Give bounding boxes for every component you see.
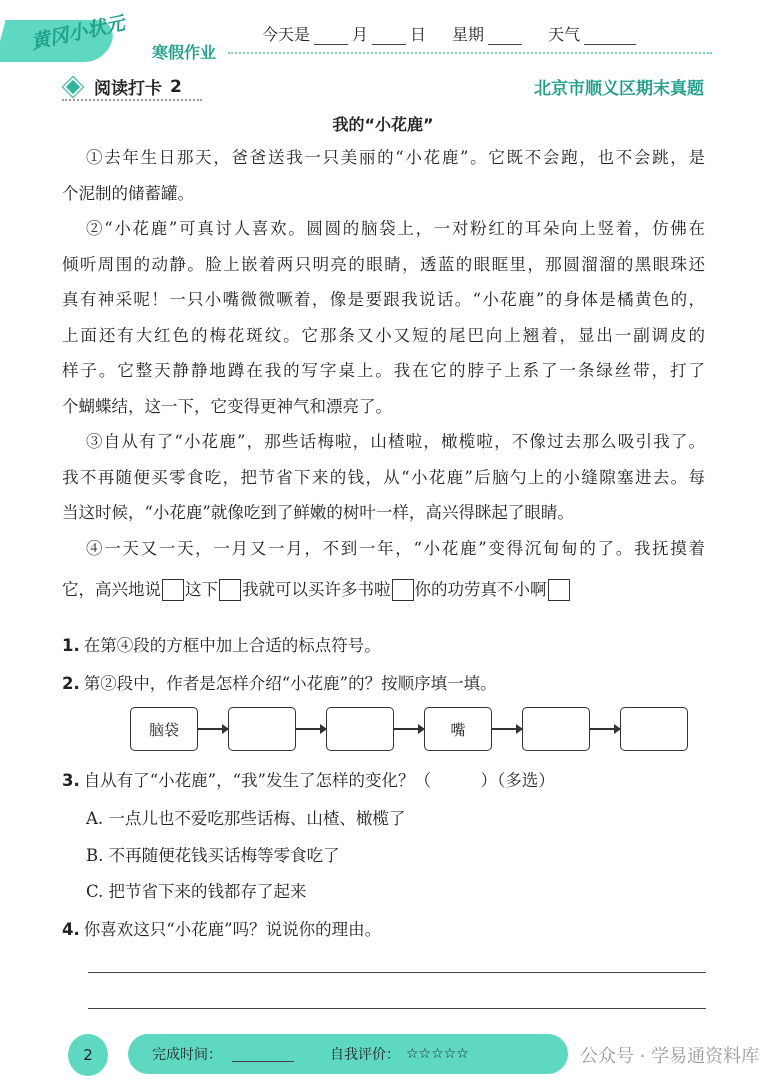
- arrow-icon: [296, 728, 326, 730]
- article-title: 我的“小花鹿”: [332, 115, 434, 134]
- flow-box[interactable]: [326, 707, 394, 751]
- text-line: 真有神采呢！一只小嘴微微噘着，像是要跟我说话。“小花鹿”的身体是橘黄色的，: [62, 290, 705, 309]
- date-fields: [262, 22, 640, 45]
- text-line: 当这时候，“小花鹿”就像吃到了鲜嫩的树叶一样，高兴得眯起了眼睛。: [62, 503, 574, 522]
- punctuation-box[interactable]: [548, 579, 570, 601]
- flow-diagram: [130, 707, 688, 751]
- section-number: 2: [170, 76, 182, 97]
- weather-blank[interactable]: [584, 29, 636, 45]
- section-heading: [62, 74, 182, 99]
- month-label: 月: [352, 25, 369, 44]
- weekday-label: 星期: [452, 25, 485, 44]
- flow-box[interactable]: [228, 707, 296, 751]
- arrow-icon: [590, 728, 620, 730]
- punctuation-box[interactable]: [219, 579, 241, 601]
- day-label: 日: [410, 25, 427, 44]
- footer-bar: [128, 1034, 568, 1074]
- option-b[interactable]: B. 不再随便花钱买话梅等零食吃了: [86, 846, 340, 865]
- eval-label: 自我评价：: [330, 1047, 400, 1063]
- punctuation-box[interactable]: [162, 579, 184, 601]
- watermark: 公众号 · 学易通资料库: [580, 1046, 760, 1067]
- punctuation-line: [62, 572, 705, 608]
- text-line: ②“小花鹿”可真讨人喜欢。圆圆的脑袋上，一对粉红的耳朵向上竖着，仿佛在: [86, 219, 705, 238]
- question-3: 3. 自从有了“小花鹿”，“我”发生了怎样的变化？（ ）（多选）: [62, 771, 555, 790]
- question-1: 1. 在第④段的方框中加上合适的标点符号。: [62, 636, 381, 655]
- page-number: 2: [68, 1034, 108, 1076]
- time-blank[interactable]: [232, 1046, 294, 1062]
- section-label: 阅读打卡: [94, 79, 162, 99]
- text-line: 个泥制的储蓄罐。: [62, 183, 194, 203]
- source-label: 北京市顺义区期末真题: [534, 79, 704, 99]
- text-line: ①去年生日那天，爸爸送我一只美丽的“小花鹿”。它既不会跑，也不会跳，是: [86, 148, 705, 167]
- arrow-icon: [492, 728, 522, 730]
- text-line: 倾听周围的动静。脸上嵌着两只明亮的眼睛，透蓝的眼眶里，那圆溜溜的黑眼珠还: [62, 254, 705, 274]
- question-4: 4. 你喜欢这只“小花鹿”吗？说说你的理由。: [62, 920, 382, 939]
- text-line: 上面还有大红色的梅花斑纹。它那条又小又短的尾巴向上翘着，显出一副调皮的: [62, 325, 705, 345]
- time-label: 完成时间：: [152, 1047, 222, 1063]
- diamond-icon: [63, 77, 83, 97]
- weekday-blank[interactable]: [488, 29, 522, 45]
- subtitle: 寒假作业: [152, 43, 217, 62]
- date-label: 今天是: [262, 25, 311, 44]
- text-line: ④一天又一天，一月又一月，不到一年，“小花鹿”变得沉甸甸的了。我抚摸着: [86, 538, 705, 558]
- answer-line[interactable]: [88, 1008, 706, 1009]
- arrow-icon: [198, 728, 228, 730]
- text-line: 个蝴蝶结，这一下，它变得更神气和漂亮了。: [62, 396, 392, 416]
- day-blank[interactable]: [372, 29, 406, 45]
- flow-box: 脑袋: [130, 707, 198, 751]
- divider: [228, 52, 712, 54]
- text-line: 我不再随便买零食吃，把节省下来的钱，从“小花鹿”后脑勺上的小缝隙塞进去。每: [62, 467, 705, 487]
- weather-label: 天气: [548, 25, 581, 44]
- text-segment: 我就可以买许多书啦: [242, 579, 391, 599]
- punctuation-box[interactable]: [392, 579, 414, 601]
- arrow-icon: [394, 728, 424, 730]
- text-segment: 你的功劳真不小啊: [414, 579, 547, 599]
- text-line: 样子。它整天静静地蹲在我的写字桌上。我在它的脖子上系了一条绿丝带，打了: [62, 361, 705, 380]
- flow-box[interactable]: [620, 707, 688, 751]
- flow-box[interactable]: [522, 707, 590, 751]
- text-segment: 这下: [185, 579, 218, 599]
- brand-logo: 黄冈小状元: [29, 12, 127, 54]
- option-a[interactable]: A. 一点儿也不爱吃那些话梅、山楂、橄榄了: [86, 809, 406, 828]
- article-body: [62, 146, 705, 608]
- rating-stars[interactable]: ☆☆☆☆☆: [406, 1046, 469, 1062]
- answer-line[interactable]: [88, 972, 706, 973]
- month-blank[interactable]: [314, 29, 348, 45]
- text-line: ③自从有了“小花鹿”，那些话梅啦，山楂啦，橄榄啦，不像过去那么吸引我了。: [86, 432, 705, 451]
- question-2: 2. 第②段中，作者是怎样介绍“小花鹿”的？按顺序填一填。: [62, 674, 497, 693]
- text-segment: 它，高兴地说: [62, 579, 161, 599]
- option-c[interactable]: C. 把节省下来的钱都存了起来: [86, 882, 307, 901]
- wave-underline: [62, 97, 202, 101]
- flow-box: 嘴: [424, 707, 492, 751]
